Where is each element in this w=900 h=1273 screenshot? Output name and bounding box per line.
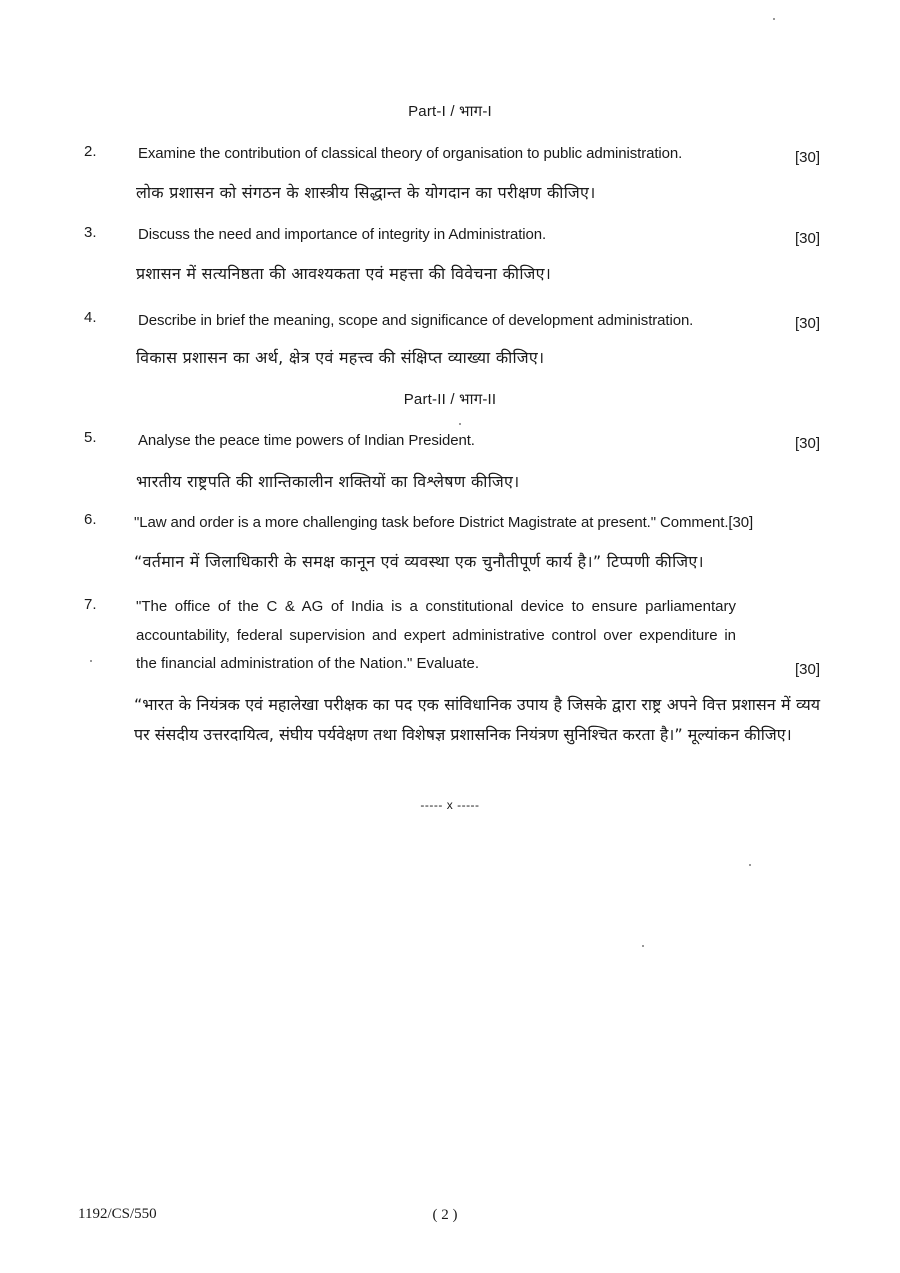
scan-speck [90, 660, 92, 662]
scan-speck [459, 423, 461, 425]
scan-speck [749, 864, 751, 866]
end-of-paper-mark: ----- x ----- [420, 798, 480, 812]
question-5-hindi: भारतीय राष्ट्रपति की शान्तिकालीन शक्तियों का विश्लेषण कीजिए। [136, 472, 520, 491]
question-4-marks: [30] [794, 315, 820, 332]
question-7-marks: [30] [794, 661, 820, 678]
question-3-number: 3. [84, 224, 97, 241]
question-3-hindi: प्रशासन में सत्यनिष्ठता की आवश्यकता एवं महत्ता की विवेचना कीजिए। [136, 264, 552, 283]
part-1-heading: Part-I / भाग-I [408, 103, 492, 120]
question-7-english: "The office of the C & AG of India is a constitutional device to ensure parliamentary accountability, federal supervision and expert administrative control over expenditure in the financial administration of the Nation." Evaluate. [136, 598, 736, 672]
question-4-hindi: विकास प्रशासन का अर्थ, क्षेत्र एवं महत्त्व की संक्षिप्त व्याख्या कीजिए। [136, 348, 545, 367]
question-7-hindi: “भारत के नियंत्रक एवं महालेखा परीक्षक का पद एक सांविधानिक उपाय है जिसके द्वारा राष्ट्र अपने वित्त प्रशासन में व्यय पर संसदीय उत्तरदायित्व, संघीय पर्यवेक्षण तथा विशेषज्ञ प्रशासनिक नियंत्रण सुनिश्चित करता है।” मूल्यांकन कीजिए। [134, 695, 820, 744]
question-6-hindi: “वर्तमान में जिलाधिकारी के समक्ष कानून एवं व्यवस्था एक चुनौतीपूर्ण कार्य है।” टिप्पणी कीजिए। [134, 552, 704, 571]
page-number: ( 2 ) [432, 1207, 458, 1223]
question-4-number: 4. [84, 309, 97, 326]
paper-code: 1192/CS/550 [78, 1206, 157, 1222]
question-5-english: Analyse the peace time powers of Indian President. [138, 432, 475, 449]
scan-speck [773, 18, 775, 20]
question-2-english: Examine the contribution of classical theory of organisation to public administration. [138, 145, 683, 162]
question-3-english: Discuss the need and importance of integrity in Administration. [138, 226, 547, 243]
question-5-marks: [30] [794, 435, 820, 452]
question-6-number: 6. [84, 511, 97, 528]
scan-speck [642, 945, 644, 947]
question-3-marks: [30] [794, 230, 820, 247]
question-2-marks: [30] [794, 149, 820, 166]
question-5-number: 5. [84, 429, 97, 446]
part-2-heading: Part-II / भाग-II [403, 391, 497, 408]
question-6-english: "Law and order is a more challenging task before District Magistrate at present." Comment.[30] [134, 514, 754, 531]
question-2-number: 2. [84, 143, 97, 160]
question-4-english: Describe in brief the meaning, scope and significance of development administration. [138, 312, 694, 329]
question-7-number: 7. [84, 596, 97, 613]
question-2-hindi: लोक प्रशासन को संगठन के शास्त्रीय सिद्धान्त के योगदान का परीक्षण कीजिए। [136, 183, 596, 202]
